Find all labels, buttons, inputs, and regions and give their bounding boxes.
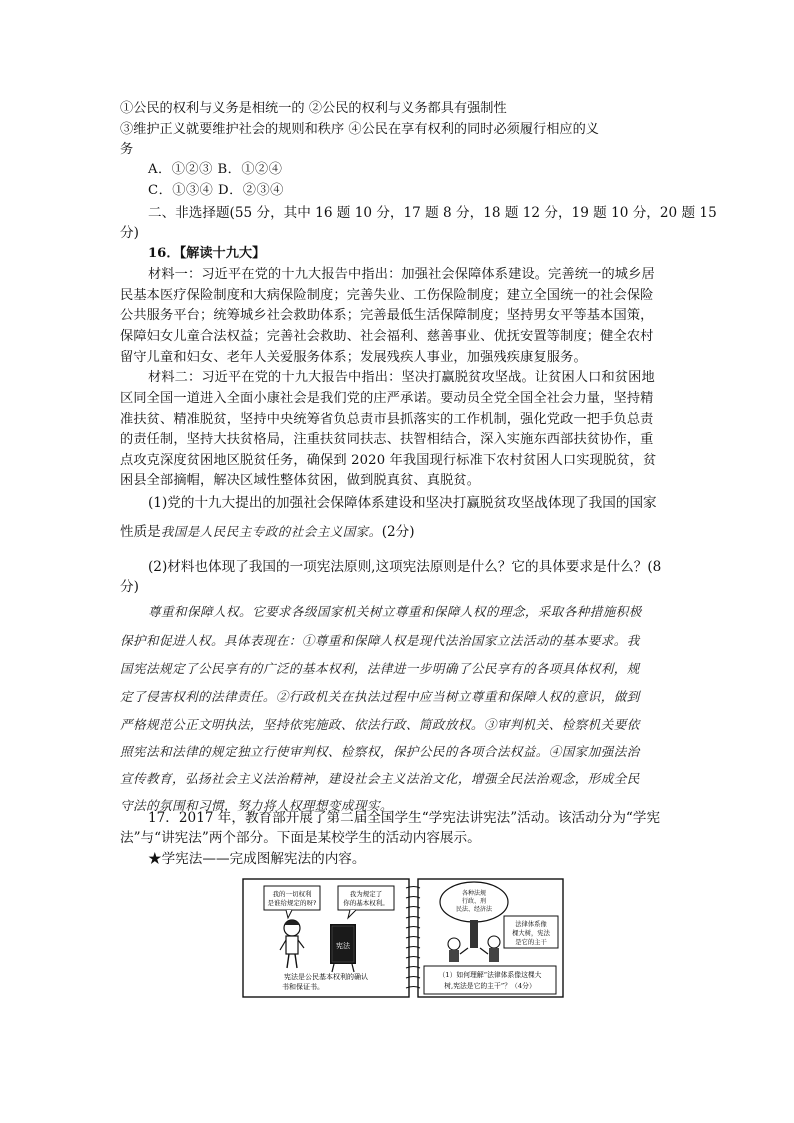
q16-answer-2-line: 宣传教育，弘扬社会主义法治精神，建设社会主义法治文化，增强全民法治观念，形成全民: [120, 771, 640, 786]
q16-answer-2-line: 定了侵害权利的法律责任。②行政机关在执法过程中应当树立尊重和保障人权的意识，做到: [120, 689, 640, 704]
q16-material1-line: 留守儿童和妇女、老年人关爱服务体系；发展残疾人事业，加强残疾康复服务。: [120, 350, 587, 365]
q16-subquestion-2: (2)材料也体现了我国的一项宪法原则,这项宪法原则是什么？它的具体要求是什么？(8: [148, 559, 662, 575]
q16-answer-2-line: 守法的氛围和习惯，努力将人权理想变成现实。: [120, 798, 393, 813]
q16-subquestion-2-cont: 分): [120, 579, 139, 595]
q17-intro: 17．2017 年，教育部开展了第二届全国学生“学宪法讲宪法”活动。该活动分为“学宪: [148, 810, 661, 826]
q16-material2-line: 点攻克深度贫困地区脱贫任务，确保到 2020 年我国现行标准下农村贫困人口实现脱贫，贫: [120, 453, 657, 468]
tree-text-1: 各种法规: [461, 890, 487, 897]
q17-task: ★学宪法——完成图解宪法的内容。: [148, 851, 366, 867]
choice-statement-4-cont: 务: [120, 142, 134, 157]
q16-subquestion-1: (1)党的十九大提出的加强社会保障体系建设和坚决打赢脱贫攻坚战体现了我国的国家: [148, 495, 657, 511]
bubble-tree-text-1: 法律体系像: [515, 921, 547, 928]
q16-answer-2-line: 尊重和保障人权。它要求各级国家机关树立尊重和保障人权的理念，采取各种措施积极: [148, 604, 642, 619]
comic-caption-left-1: 宪法是公民基本权利的确认: [284, 973, 368, 981]
q16-answer-2-line: 保护和促进人权。具体表现在：①尊重和保障人权是现代法治国家立法活动的基本要求。我: [120, 633, 640, 648]
q16-answer-2-line: 照宪法和法律的规定独立行使审判权、检察权，保护公民的各项合法权益。④国家加强法治: [120, 744, 640, 759]
q16-heading: 16．【解读十九大】: [148, 246, 266, 261]
comic-question-2: 树,宪法是它的主干”？（4分）: [444, 982, 536, 990]
bubble-child-text-1: 我的一切权利: [272, 890, 312, 898]
constitution-comic: [242, 878, 564, 998]
tree-text-3: 民法、经济法: [455, 906, 493, 913]
tree-text-2: 行政、刑: [461, 898, 487, 905]
comic-caption-left-2: 书和保证书。: [282, 983, 324, 991]
q16-subquestion-1-prefix: 性质是: [120, 524, 161, 540]
bubble-book-text-2: 你的基本权利。: [343, 899, 389, 907]
q16-material2-line: 材料二：习近平在党的十九大报告中指出：坚决打赢脱贫攻坚战。让贫困人口和贫困地: [148, 370, 655, 385]
q16-material2-line: 准扶贫、精准脱贫，坚持中央统筹省负总责市县抓落实的工作机制，强化党政一把手负总责: [120, 412, 654, 427]
comic-question-1: （1）如何理解“法律体系像这棵大: [438, 971, 542, 979]
section-2-heading-cont: 分): [120, 225, 139, 241]
bubble-book-text-1: 我为规定了: [349, 890, 383, 898]
bubble-tree-text-3: 是它的主干: [515, 939, 547, 946]
q16-subquestion-1-answer-line: [120, 523, 415, 541]
choice-statement-3-4: ③维护正义就要维护社会的规则和秩序 ④公民在享有权利的同时必须履行相应的义: [120, 122, 599, 137]
choice-statement-1-2: ①公民的权利与义务是相统一的 ②公民的权利与义务都具有强制性: [120, 101, 507, 116]
q17-intro-cont: 法”与“讲宪法”两个部分。下面是某校学生的活动内容展示。: [120, 830, 481, 846]
choice-option-ab: A．①②③ B．①②④: [148, 162, 283, 177]
q16-answer-1: 我国是人民民主专政的社会主义国家。: [160, 524, 382, 539]
book-label: 宪法: [336, 942, 350, 950]
q16-material2-line: 困县全部摘帽，解决区域性整体贫困，做到脱真贫、真脱贫。: [120, 473, 481, 488]
q16-material2-line: 的责任制，坚持大扶贫格局，注重扶贫同扶志、扶智相结合，深入实施东西部扶贫协作，重: [120, 432, 654, 447]
bubble-child-text-2: 是谁给规定的呀?: [267, 899, 317, 907]
q16-answer-2-line: 国宪法规定了公民享有的广泛的基本权利，法律进一步明确了公民享有的各项具体权利，规: [120, 661, 640, 676]
section-2-heading: 二、非选择题(55 分，其中 16 题 10 分，17 题 8 分，18 题 12 分，19 题 10 分，20 题 15: [148, 205, 717, 221]
q16-material1-line: 公共服务平台；统筹城乡社会救助体系；完善最低生活保障制度；坚持男女平等基本国策，: [120, 308, 654, 323]
q16-material1-line: 材料一：习近平在党的十九大报告中指出：加强社会保障体系建设。完善统一的城乡居: [148, 267, 655, 282]
q16-material2-line: 区同全国一道进入全面小康社会是我们党的庄严承诺。要动员全党全国全社会力量，坚持精: [120, 391, 654, 406]
q16-answer-2-line: 严格规范公正文明执法，坚持依宪施政、依法行政、简政放权。③审判机关、检察机关要依: [120, 717, 640, 732]
choice-option-cd: C．①③④ D．②③④: [148, 183, 284, 198]
bubble-tree-text-2: 棵大树，宪法: [512, 930, 550, 937]
q16-material1-line: 保障妇女儿童合法权益；完善社会救助、社会福利、慈善事业、优抚安置等制度；健全农村: [120, 329, 654, 344]
q16-subquestion-1-score: (2分): [381, 524, 415, 540]
q16-material1-line: 民基本医疗保险制度和大病保险制度；完善失业、工伤保险制度；建立全国统一的社会保险: [120, 288, 654, 303]
